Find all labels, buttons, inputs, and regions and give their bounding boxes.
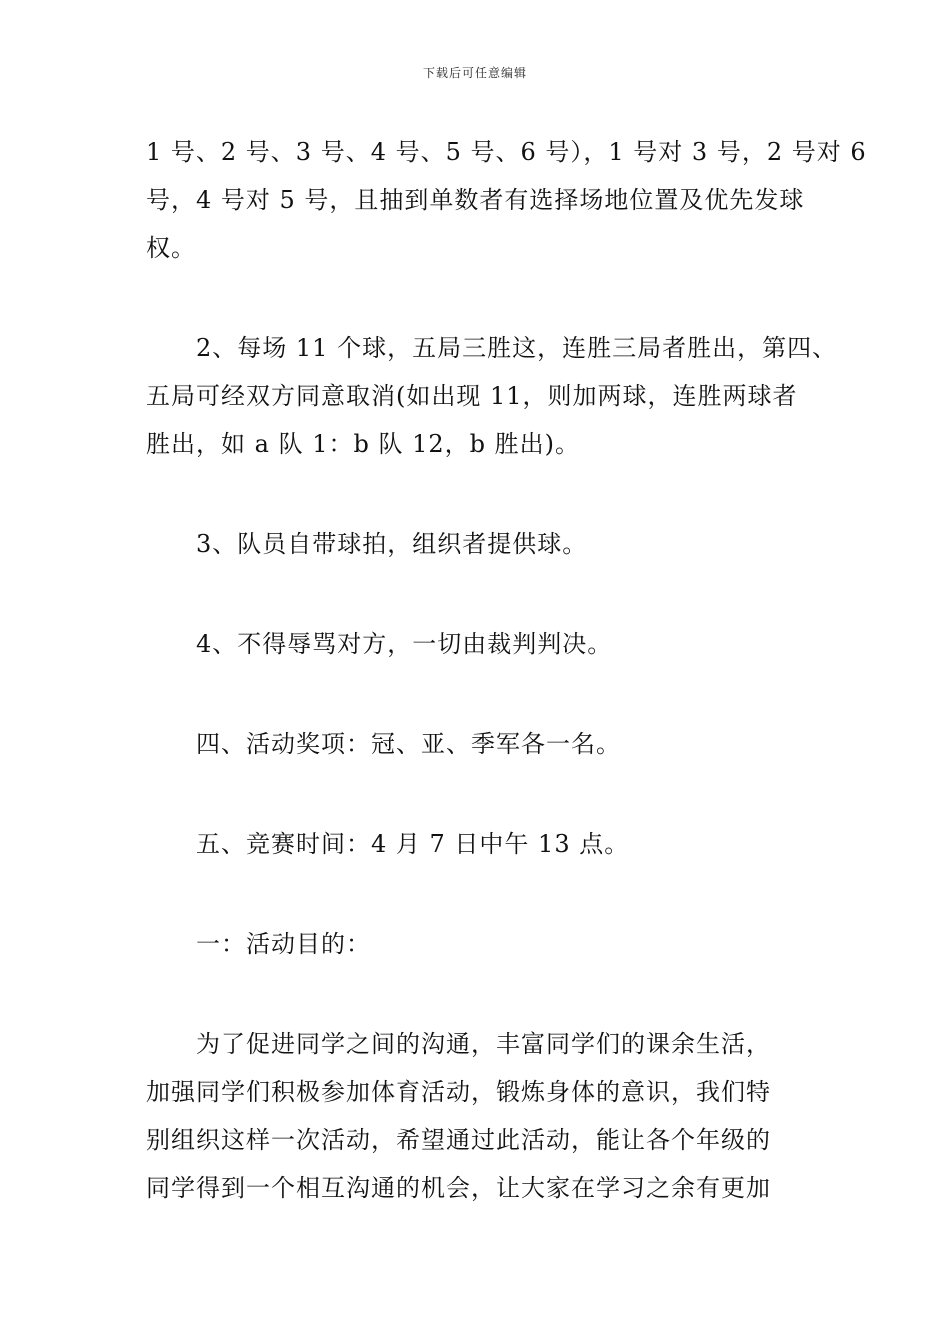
- paragraph-draw-rules: [146, 128, 867, 272]
- paragraph-spacer: [146, 868, 811, 920]
- section-heading-purpose: [146, 920, 811, 968]
- paragraph-line: 4、不得辱骂对方，一切由裁判判决。: [196, 630, 613, 658]
- paragraph-purpose: [146, 1020, 811, 1212]
- paragraph-rule-4: [146, 620, 811, 668]
- paragraph-line: 五局可经双方同意取消(如出现 11，则加两球，连胜两球者: [146, 382, 798, 410]
- paragraph-line: 同学得到一个相互沟通的机会，让大家在学习之余有更加: [146, 1174, 771, 1202]
- section-competition-time: [146, 820, 811, 868]
- section-awards: [146, 720, 811, 768]
- paragraph-line: 胜出，如 a 队 1：b 队 12，b 胜出)。: [146, 430, 580, 458]
- paragraph-spacer: [146, 568, 811, 620]
- paragraph-spacer: [146, 468, 811, 520]
- paragraph-line: 四、活动奖项：冠、亚、季军各一名。: [196, 730, 621, 758]
- paragraph-line: 权。: [146, 234, 196, 262]
- paragraph-line: 号，4 号对 5 号，且抽到单数者有选择场地位置及优先发球: [146, 186, 805, 214]
- paragraph-line: 加强同学们积极参加体育活动，锻炼身体的意识，我们特: [146, 1078, 771, 1106]
- paragraph-line: 2、每场 11 个球，五局三胜这，连胜三局者胜出，第四、: [196, 334, 838, 362]
- paragraph-spacer: [146, 668, 811, 720]
- paragraph-line: 3、队员自带球拍，组织者提供球。: [196, 530, 588, 558]
- page-header-note: 下载后可任意编辑: [422, 66, 527, 80]
- paragraph-line: 五、竞赛时间：4 月 7 日中午 13 点。: [196, 830, 630, 858]
- document-body: [146, 128, 867, 1212]
- paragraph-spacer: [146, 768, 811, 820]
- paragraph-rule-2: [146, 324, 838, 468]
- paragraph-spacer: [146, 968, 811, 1020]
- paragraph-line: 为了促进同学之间的沟通，丰富同学们的课余生活，: [196, 1030, 771, 1058]
- paragraph-line: 1 号、2 号、3 号、4 号、5 号、6 号），1 号对 3 号，2 号对 6: [146, 138, 867, 166]
- paragraph-line: 一：活动目的：: [196, 930, 371, 958]
- paragraph-line: 别组织这样一次活动，希望通过此活动，能让各个年级的: [146, 1126, 771, 1154]
- paragraph-rule-3: [146, 520, 811, 568]
- paragraph-spacer: [146, 272, 811, 324]
